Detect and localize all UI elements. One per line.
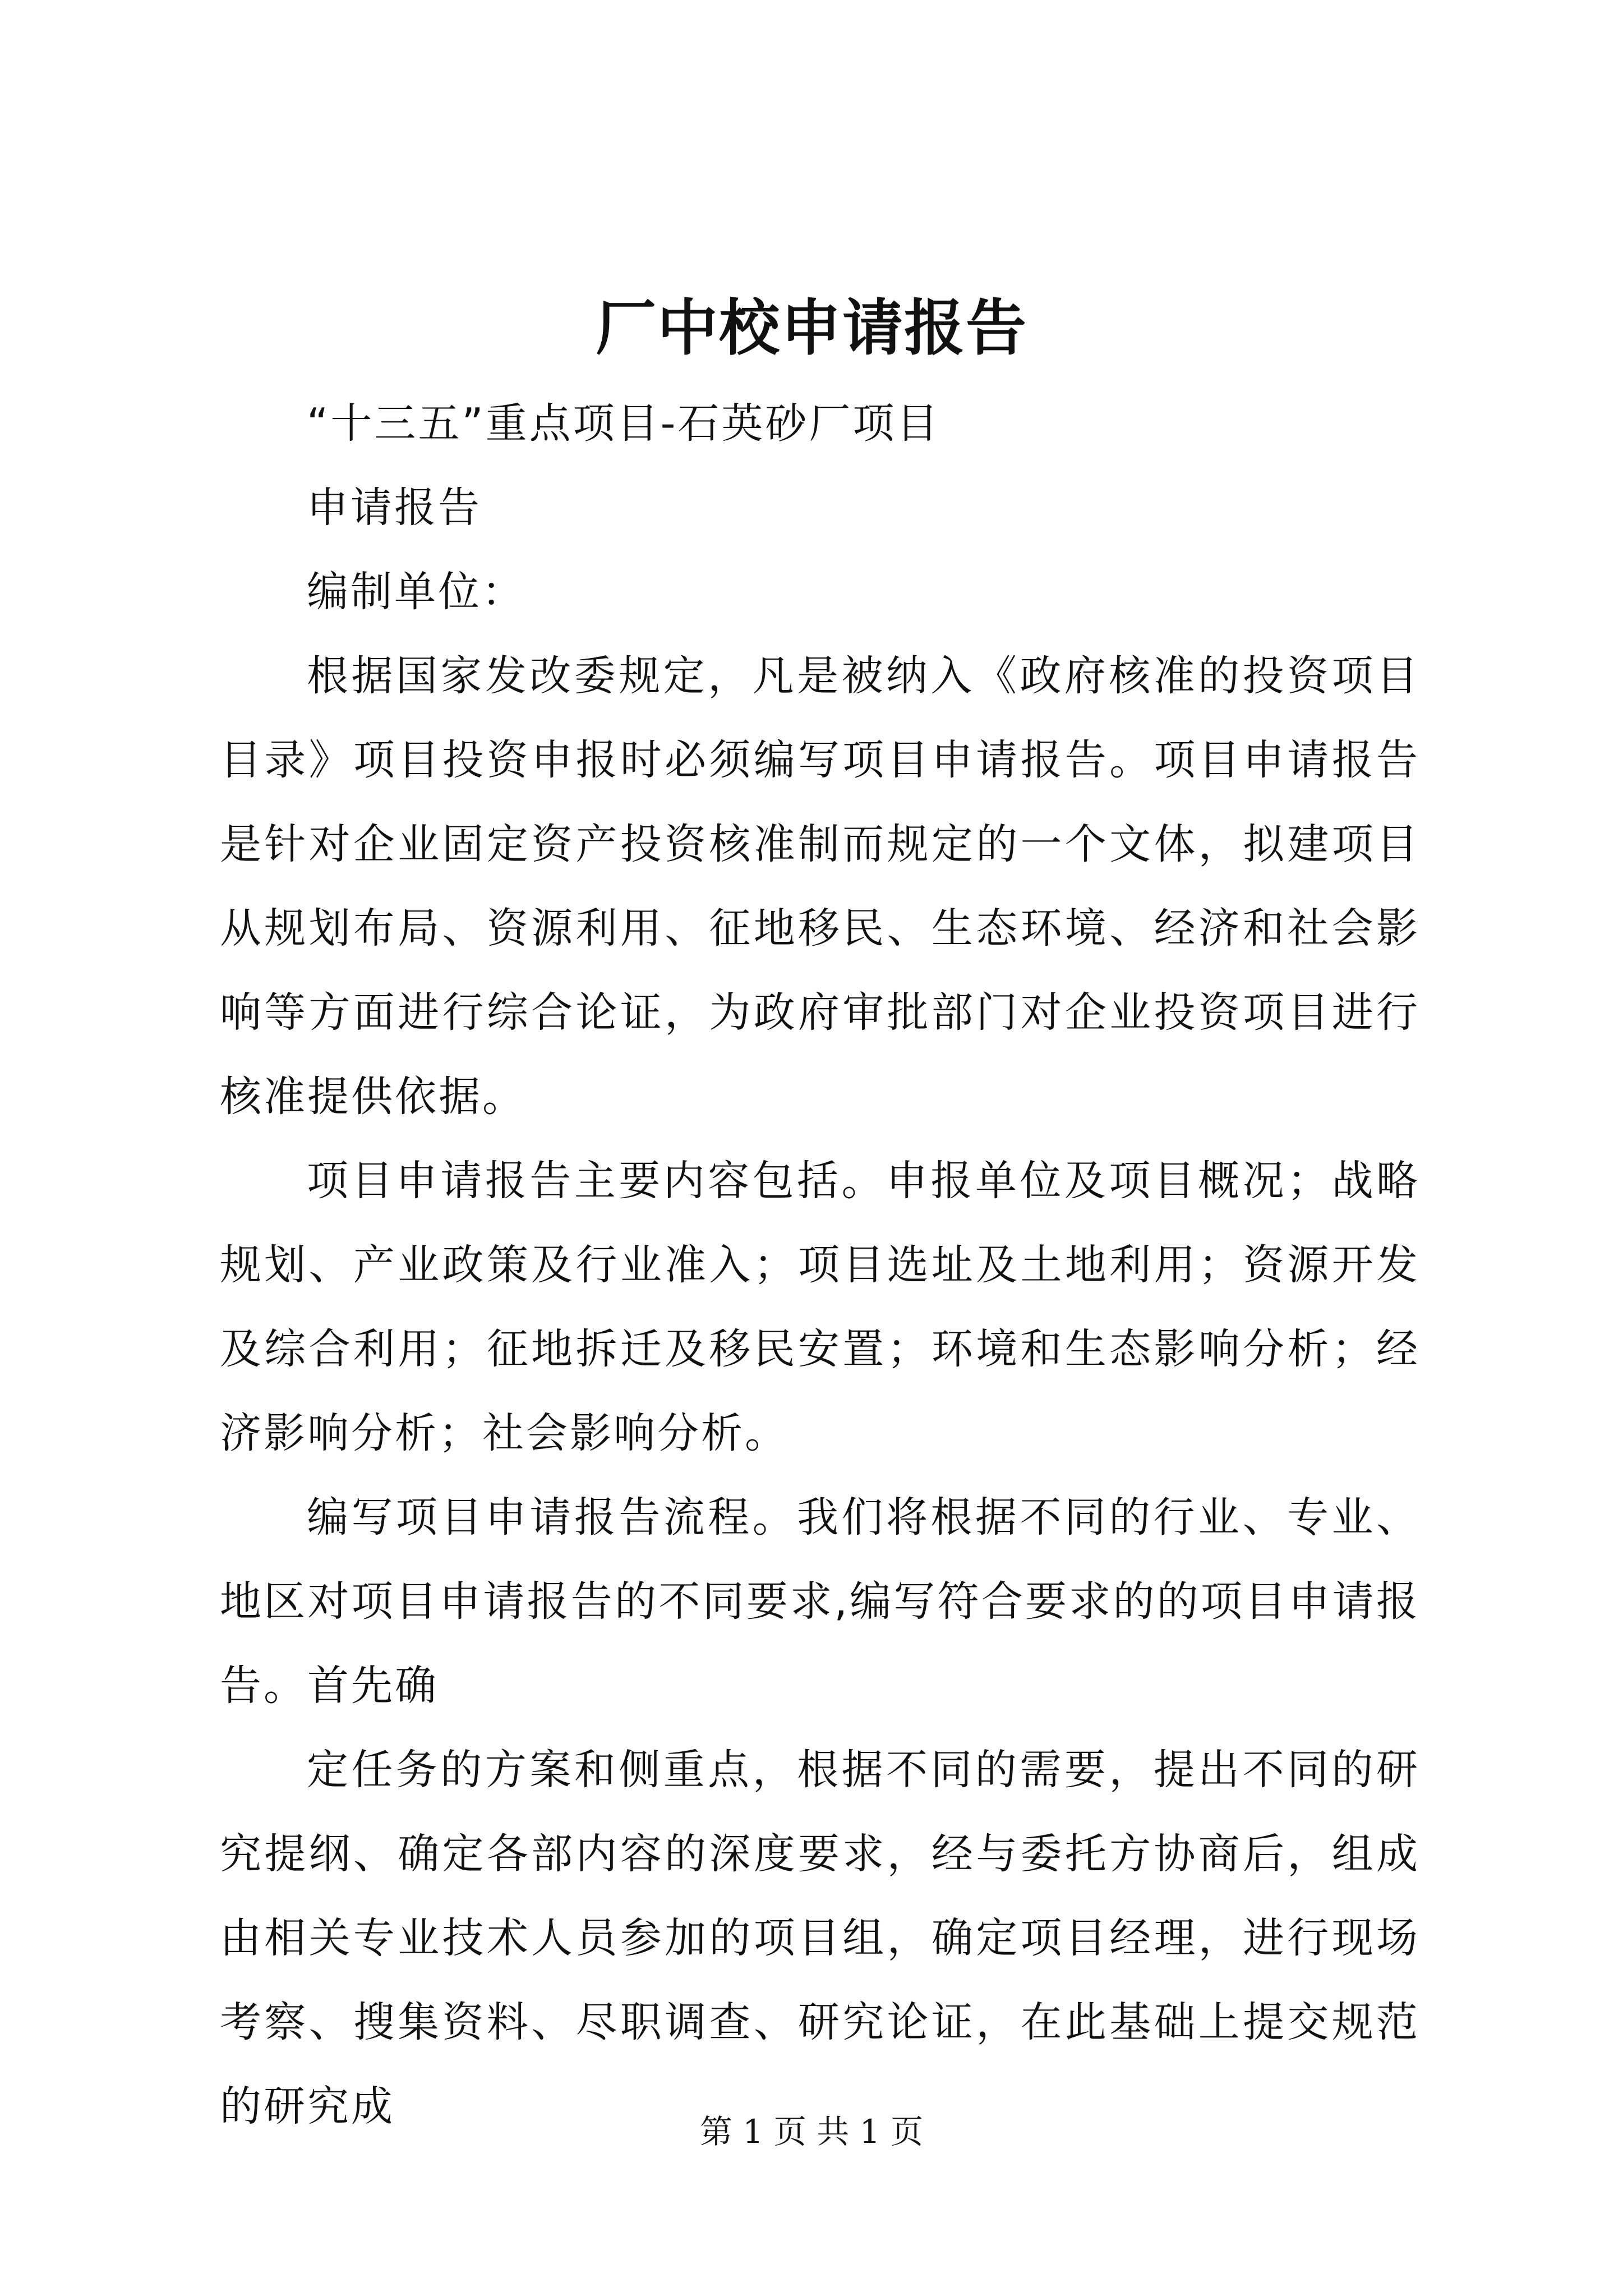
compiling-unit-label: 编制单位：	[307, 568, 525, 616]
paragraph-process: 编写项目申请报告流程。我们将根据不同的行业、专业、地区对项目申请报告的不同要求,编写符合要求的的项目申请报告。首先确	[220, 1493, 1420, 1710]
report-label: 申请报告	[307, 484, 482, 532]
paragraph-main-content: 项目申请报告主要内容包括。申报单位及项目概况；战略规划、产业政策及行业准入；项目选址及土地利用；资源开发及综合利用；征地拆迁及移民安置；环境和生态影响分析；经济影响分析；社会影响分析。	[220, 1157, 1420, 1457]
paragraph-regulation: 根据国家发改委规定，凡是被纳入《政府核准的投资项目目录》项目投资申报时必须编写项目申请报告。项目申请报告是针对企业固定资产投资核准制而规定的一个文体，拟建项目从规划布局、资源利用、征地移民、生态环境、经济和社会影响等方面进行综合论证，为政府审批部门对企业投资项目进行核准提供依据。	[220, 652, 1420, 1121]
paragraph-task-definition: 定任务的方案和侧重点，根据不同的需要，提出不同的研究提纲、确定各部内容的深度要求，经与委托方协商后，组成由相关专业技术人员参加的项目组，确定项目经理，进行现场考察、搜集资料、尽职调查、研究论证，在此基础上提交规范的研究成	[220, 1746, 1420, 2131]
subtitle-line: “十三五”重点项目-石英砂厂项目	[307, 399, 940, 448]
document-title: 厂中校申请报告	[595, 293, 1027, 364]
document-body	[220, 381, 1420, 2148]
page-footer: 第 1 页 共 1 页	[700, 2113, 923, 2151]
